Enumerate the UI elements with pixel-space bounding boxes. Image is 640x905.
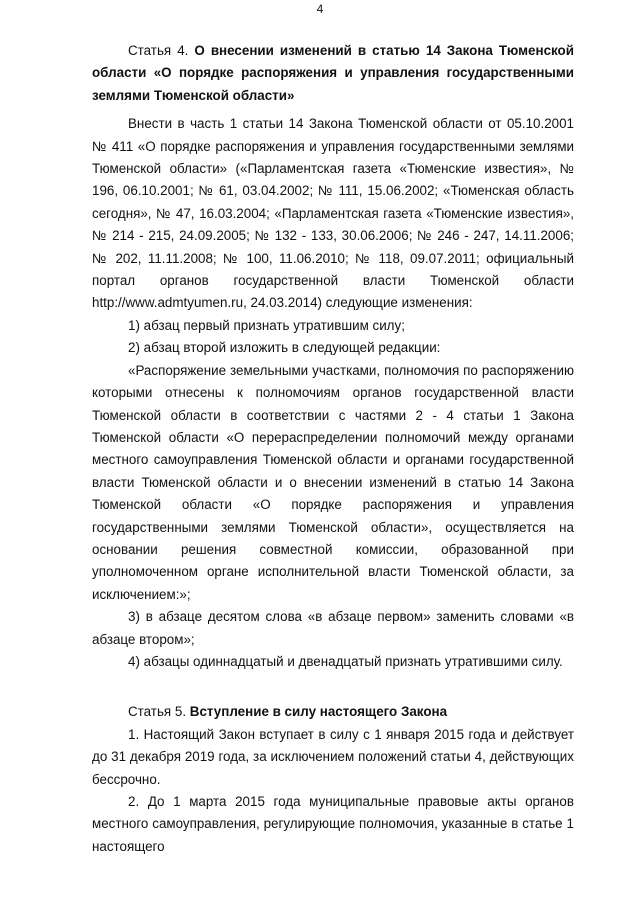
article-4-item-2: 2) абзац второй изложить в следующей редакции: [128, 340, 441, 356]
article-5-title: Вступление в силу настоящего Закона [189, 704, 448, 720]
article-4-heading [92, 40, 574, 107]
page-number: 4 [316, 2, 324, 16]
article-5-paragraph-1: 1. Настоящий Закон вступает в силу с 1 января 2015 года и действует до 31 декабря 2019 года, за исключением положений статьи 4, действующих бессрочно. [92, 726, 574, 787]
article-5-paragraph-2: 2. До 1 марта 2015 года муниципальные правовые акты органов местного самоуправления, регулирующие полномочия, указанные в статье 1 настоящего [92, 794, 574, 854]
article-4-quoted-paragraph: «Распоряжение земельными участками, полномочия по распоряжению которыми отнесены к полномочиям органов государственной власти Тюменской области в соответствии с частями 2 - 4 статьи 1 Закона Тюменской области «О перераспределении полномочий между органами местного самоуправления Тюменской области и органами государственной власти Тюменской области и о внесении изменений в статью 14 Закона Тюменской области «О порядке распоряжения и управления государственными землями Тюменской области», осуществляется на основании решения совместной комиссии, образованной при уполномоченном органе исполнительной власти Тюменской области, за исключением:»; [92, 362, 574, 602]
article-4-intro-paragraph: Внести в часть 1 статьи 14 Закона Тюменской области от 05.10.2001 № 411 «О порядке распоряжения и управления государственными землями Тюменской области» («Парламентская газета «Тюменские известия», № 196, 06.10.2001; № 61, 03.04.2002; № 111, 15.06.2002; «Тюменская область сегодня», № 47, 16.03.2004; «Парламентская газета «Тюменские известия», № 214 - 215, 24.09.2005; № 132 - 133, 30.06.2006; № 246 - 247, 14.11.2006; № 202, 11.11.2008; № 100, 11.06.2010; № 118, 09.07.2011; официальный портал органов государственной власти Тюменской области http://www.admtyumen.ru, 24.03.2014) следующие изменения: [92, 116, 574, 311]
article-4-item-3: 3) в абзаце десятом слова «в абзаце первом» заменить словами «в абзаце втором»; [92, 609, 574, 647]
spacer [92, 673, 574, 701]
article-4-title: О внесении изменений в статью 14 Закона Тюменской области «О порядке распоряжения и управления государственными землями Тюменской области» [92, 43, 574, 103]
document-body [92, 40, 574, 858]
article-4-item-4: 4) абзацы одиннадцатый и двенадцатый признать утратившими силу. [128, 653, 563, 669]
article-4-item-1: 1) абзац первый признать утратившим силу; [128, 317, 405, 333]
article-4-label: Статья 4. [128, 43, 189, 58]
article-5-label: Статья 5. [128, 704, 187, 720]
article-5-heading [92, 701, 574, 723]
